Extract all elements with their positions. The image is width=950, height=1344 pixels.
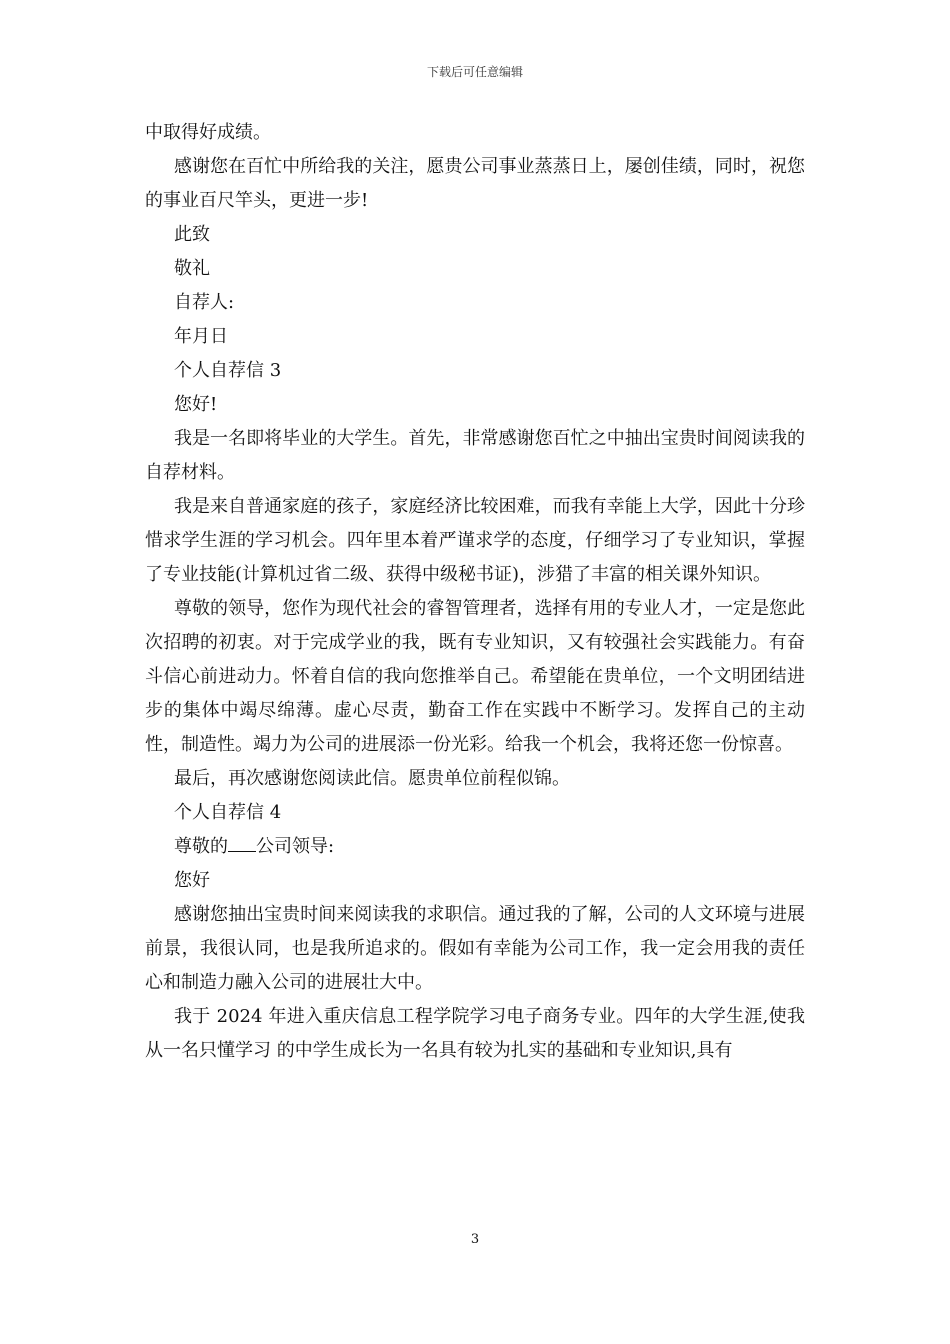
paragraph: 感谢您抽出宝贵时间来阅读我的求职信。通过我的了解，公司的人文环境与进展前景，我很认同，也是我所追求的。假如有幸能为公司工作，我一定会用我的责任心和制造力融入公司的进展壮大中。 xyxy=(145,904,805,993)
blank-underline xyxy=(228,833,256,852)
paragraph: 中取得好成绩。 xyxy=(145,122,271,143)
signature-line: 自荐人: xyxy=(174,292,235,313)
paragraph: 最后，再次感谢您阅读此信。愿贵单位前程似锦。 xyxy=(174,768,570,789)
page-header-note: 下载后可任意编辑 xyxy=(426,65,523,79)
greeting: 您好! xyxy=(174,394,218,415)
date-line: 年月日 xyxy=(174,326,228,347)
letter-body xyxy=(145,116,805,1068)
paragraph: 尊敬的领导，您作为现代社会的睿智管理者，选择有用的专业人才，一定是您此次招聘的初衷。对于完成学业的我，既有专业知识，又有较强社会实践能力。有奋斗信心前进动力。怀着自信的我向您推举自己。希望能在贵单位，一个文明团结进步的集体中竭尽绵薄。虚心尽责，勤奋工作在实践中不断学习。发挥自己的主动性，制造性。竭力为公司的进展添一份光彩。给我一个机会，我将还您一份惊喜。 xyxy=(145,598,805,755)
paragraph: 我于 2024 年进入重庆信息工程学院学习电子商务专业。四年的大学生涯,使我从一名只懂学习 的中学生成长为一名具有较为扎实的基础和专业知识,具有 xyxy=(145,1006,805,1061)
salutation-prefix: 尊敬的 xyxy=(174,836,228,857)
paragraph: 我是一名即将毕业的大学生。首先，非常感谢您百忙之中抽出宝贵时间阅读我的自荐材料。 xyxy=(145,428,805,483)
paragraph: 感谢您在百忙中所给我的关注，愿贵公司事业蒸蒸日上，屡创佳绩，同时，祝您的事业百尺竿头，更进一步! xyxy=(145,156,805,211)
paragraph: 我是来自普通家庭的孩子，家庭经济比较困难，而我有幸能上大学，因此十分珍惜求学生涯的学习机会。四年里本着严谨求学的态度，仔细学习了专业知识，掌握了专业技能(计算机过省二级、获得中级秘书证)，涉猎了丰富的相关课外知识。 xyxy=(145,496,805,585)
closing-line: 此致 xyxy=(174,224,210,245)
closing-line: 敬礼 xyxy=(174,258,210,279)
salutation-suffix: 公司领导: xyxy=(256,836,335,857)
salutation xyxy=(145,830,805,864)
section-title: 个人自荐信 3 xyxy=(174,360,282,381)
greeting: 您好 xyxy=(174,870,210,891)
page-number: 3 xyxy=(470,1232,480,1247)
section-title: 个人自荐信 4 xyxy=(174,802,282,823)
